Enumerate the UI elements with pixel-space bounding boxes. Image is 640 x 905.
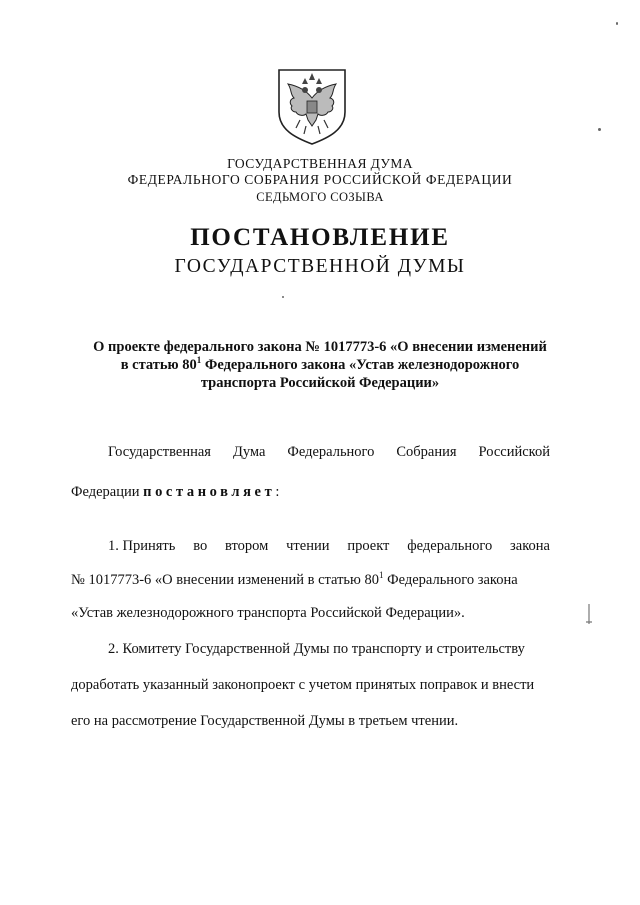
- subject-line-1: О проекте федерального закона № 1017773-6 «О внесении изменений: [93, 339, 547, 355]
- decree-verb: постановляет: [143, 484, 276, 500]
- scan-speck: [598, 128, 601, 131]
- item-1-word: закона: [510, 538, 550, 554]
- item-1-line-1: [108, 537, 550, 555]
- item-1-superscript: 1: [379, 570, 384, 581]
- state-emblem-icon: [276, 68, 348, 146]
- item-2-line-3: его на рассмотрение Государственной Думы в третьем чтении.: [71, 713, 459, 729]
- item-1-word: проект: [347, 538, 390, 554]
- item-1-word: во: [193, 538, 208, 554]
- preamble-word: Собрания: [396, 444, 457, 460]
- subject-line-2-after: Федерального закона «Устав железнодорожного: [201, 357, 520, 373]
- preamble-word: Федерального: [287, 444, 375, 460]
- document-subtitle: ГОСУДАРСТВЕННОЙ ДУМЫ: [174, 256, 466, 277]
- header-line-convocation: СЕДЬМОГО СОЗЫВА: [256, 190, 384, 204]
- preamble-word: Российской: [478, 444, 550, 460]
- margin-mark-icon: [582, 600, 596, 630]
- header-line-duma: ГОСУДАРСТВЕННАЯ ДУМА: [227, 156, 413, 171]
- subject-line-2-before: в статью 80: [120, 357, 197, 373]
- preamble-line-2-suffix: :: [275, 484, 280, 500]
- preamble-word: Дума: [232, 444, 266, 460]
- item-1-word: чтении: [286, 538, 330, 554]
- subject-line-2: [0, 356, 640, 374]
- scan-speck: [616, 22, 618, 25]
- item-1-line-2-after: Федерального закона: [383, 572, 518, 588]
- item-1-line-3: «Устав железнодорожного транспорта Российской Федерации».: [71, 605, 465, 621]
- item-1-line-2: [71, 571, 550, 589]
- preamble-line-1: [108, 443, 550, 461]
- item-2-line-2: доработать указанный законопроект с учетом принятых поправок и внести: [71, 677, 535, 693]
- subject-superscript: 1: [196, 355, 202, 366]
- item-1-word: втором: [225, 538, 269, 554]
- header-line-assembly: ФЕДЕРАЛЬНОГО СОБРАНИЯ РОССИЙСКОЙ ФЕДЕРАЦИИ: [127, 172, 513, 187]
- preamble-line-2-prefix: Федерации: [71, 484, 144, 500]
- preamble-line-2: [71, 483, 279, 501]
- document-title: ПОСТАНОВЛЕНИЕ: [190, 224, 450, 251]
- item-1-word: федерального: [407, 538, 493, 554]
- item-1-line-2-before: № 1017773-6 «О внесении изменений в статью 80: [71, 572, 379, 588]
- scan-speck: [282, 296, 284, 298]
- item-2-line-1: 2. Комитету Государственной Думы по транспорту и строительству: [108, 641, 525, 657]
- subject-line-3: транспорта Российской Федерации»: [200, 375, 440, 391]
- item-1-word: 1. Принять: [108, 538, 176, 554]
- preamble-word: Государственная: [108, 444, 211, 460]
